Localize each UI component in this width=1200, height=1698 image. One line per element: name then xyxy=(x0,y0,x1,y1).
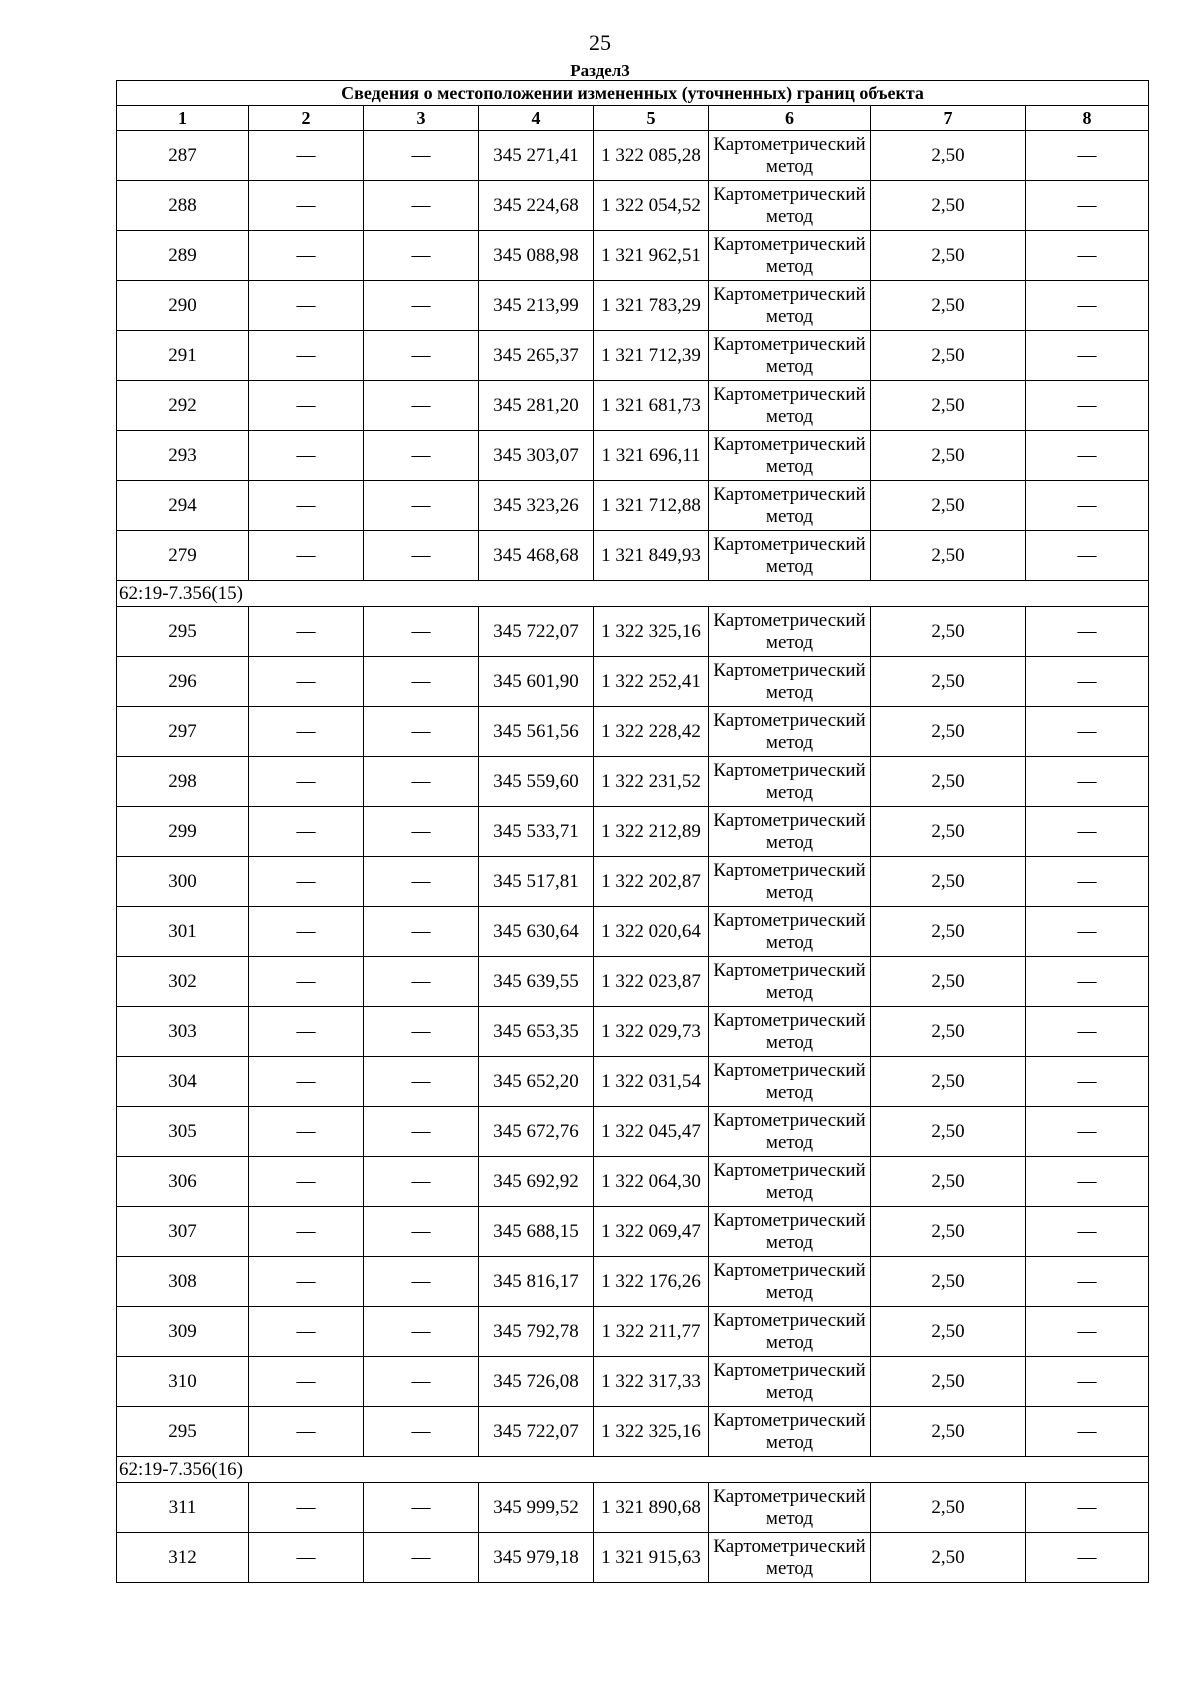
cell-col3: — xyxy=(364,431,479,481)
cell-col2: — xyxy=(249,531,364,581)
cell-col8: — xyxy=(1026,757,1149,807)
point-number: 308 xyxy=(117,1257,249,1307)
cell-col8: — xyxy=(1026,857,1149,907)
cell-col2: — xyxy=(249,131,364,181)
accuracy: 2,50 xyxy=(871,757,1026,807)
cell-col8: — xyxy=(1026,1307,1149,1357)
cell-col2: — xyxy=(249,331,364,381)
table-row xyxy=(117,957,1149,1007)
cell-col3: — xyxy=(364,657,479,707)
point-number: 290 xyxy=(117,281,249,331)
cell-col2: — xyxy=(249,757,364,807)
point-number: 306 xyxy=(117,1157,249,1207)
method: Картометрический метод xyxy=(709,231,871,281)
cell-col3: — xyxy=(364,607,479,657)
cell-col2: — xyxy=(249,281,364,331)
cell-col3: — xyxy=(364,707,479,757)
cell-col8: — xyxy=(1026,231,1149,281)
table-row xyxy=(117,331,1149,381)
coord-y: 1 321 783,29 xyxy=(594,281,709,331)
cell-col8: — xyxy=(1026,131,1149,181)
cell-col3: — xyxy=(364,757,479,807)
cell-col3: — xyxy=(364,381,479,431)
accuracy: 2,50 xyxy=(871,431,1026,481)
cell-col2: — xyxy=(249,231,364,281)
cell-col3: — xyxy=(364,481,479,531)
point-number: 287 xyxy=(117,131,249,181)
coord-y: 1 321 712,39 xyxy=(594,331,709,381)
parcel-group-label: 62:19-7.356(16) xyxy=(117,1457,1149,1483)
accuracy: 2,50 xyxy=(871,331,1026,381)
table-row xyxy=(117,1007,1149,1057)
coord-y: 1 321 681,73 xyxy=(594,381,709,431)
method: Картометрический метод xyxy=(709,857,871,907)
column-header: 6 xyxy=(709,106,871,131)
method: Картометрический метод xyxy=(709,1157,871,1207)
column-header: 7 xyxy=(871,106,1026,131)
point-number: 312 xyxy=(117,1533,249,1583)
method: Картометрический метод xyxy=(709,381,871,431)
accuracy: 2,50 xyxy=(871,957,1026,1007)
cell-col2: — xyxy=(249,957,364,1007)
column-header: 3 xyxy=(364,106,479,131)
method: Картометрический метод xyxy=(709,1207,871,1257)
accuracy: 2,50 xyxy=(871,1483,1026,1533)
cell-col2: — xyxy=(249,1307,364,1357)
table-body xyxy=(117,81,1149,1583)
table-title: Сведения о местоположении измененных (уточненных) границ объекта xyxy=(117,81,1149,106)
column-header-row xyxy=(117,106,1149,131)
cell-col2: — xyxy=(249,807,364,857)
coord-x: 345 561,56 xyxy=(479,707,594,757)
parcel-group-row xyxy=(117,1457,1149,1483)
coord-y: 1 322 085,28 xyxy=(594,131,709,181)
coord-x: 345 722,07 xyxy=(479,607,594,657)
coord-x: 345 323,26 xyxy=(479,481,594,531)
method: Картометрический метод xyxy=(709,1057,871,1107)
method: Картометрический метод xyxy=(709,331,871,381)
accuracy: 2,50 xyxy=(871,1157,1026,1207)
point-number: 304 xyxy=(117,1057,249,1107)
coord-y: 1 322 020,64 xyxy=(594,907,709,957)
accuracy: 2,50 xyxy=(871,1107,1026,1157)
table-row xyxy=(117,231,1149,281)
accuracy: 2,50 xyxy=(871,481,1026,531)
method: Картометрический метод xyxy=(709,757,871,807)
table-title-row xyxy=(117,81,1149,106)
table-row xyxy=(117,657,1149,707)
table-row xyxy=(117,907,1149,957)
accuracy: 2,50 xyxy=(871,1007,1026,1057)
accuracy: 2,50 xyxy=(871,381,1026,431)
cell-col2: — xyxy=(249,657,364,707)
cell-col8: — xyxy=(1026,1057,1149,1107)
coord-y: 1 322 231,52 xyxy=(594,757,709,807)
method: Картометрический метод xyxy=(709,1007,871,1057)
coord-y: 1 322 317,33 xyxy=(594,1357,709,1407)
cell-col2: — xyxy=(249,1533,364,1583)
coord-x: 345 653,35 xyxy=(479,1007,594,1057)
table-row xyxy=(117,857,1149,907)
cell-col2: — xyxy=(249,1157,364,1207)
boundary-table xyxy=(116,80,1149,1583)
point-number: 279 xyxy=(117,531,249,581)
cell-col8: — xyxy=(1026,1157,1149,1207)
method: Картометрический метод xyxy=(709,481,871,531)
cell-col2: — xyxy=(249,431,364,481)
coord-x: 345 722,07 xyxy=(479,1407,594,1457)
cell-col2: — xyxy=(249,707,364,757)
cell-col3: — xyxy=(364,1307,479,1357)
coord-y: 1 322 228,42 xyxy=(594,707,709,757)
cell-col2: — xyxy=(249,1107,364,1157)
table-row xyxy=(117,1407,1149,1457)
cell-col3: — xyxy=(364,1007,479,1057)
cell-col8: — xyxy=(1026,1107,1149,1157)
cell-col8: — xyxy=(1026,431,1149,481)
coord-y: 1 322 212,89 xyxy=(594,807,709,857)
method: Картометрический метод xyxy=(709,1357,871,1407)
accuracy: 2,50 xyxy=(871,707,1026,757)
coord-x: 345 517,81 xyxy=(479,857,594,907)
cell-col2: — xyxy=(249,1407,364,1457)
cell-col3: — xyxy=(364,1533,479,1583)
table-row xyxy=(117,1057,1149,1107)
cell-col8: — xyxy=(1026,1257,1149,1307)
coord-y: 1 321 849,93 xyxy=(594,531,709,581)
point-number: 309 xyxy=(117,1307,249,1357)
coord-y: 1 322 045,47 xyxy=(594,1107,709,1157)
coord-x: 345 792,78 xyxy=(479,1307,594,1357)
cell-col3: — xyxy=(364,1357,479,1407)
coord-y: 1 322 202,87 xyxy=(594,857,709,907)
accuracy: 2,50 xyxy=(871,1307,1026,1357)
coord-y: 1 322 252,41 xyxy=(594,657,709,707)
accuracy: 2,50 xyxy=(871,1057,1026,1107)
cell-col3: — xyxy=(364,281,479,331)
coord-x: 345 224,68 xyxy=(479,181,594,231)
coord-y: 1 321 962,51 xyxy=(594,231,709,281)
coord-x: 345 639,55 xyxy=(479,957,594,1007)
coord-x: 345 281,20 xyxy=(479,381,594,431)
table-row xyxy=(117,1257,1149,1307)
cell-col8: — xyxy=(1026,181,1149,231)
coord-x: 345 088,98 xyxy=(479,231,594,281)
coord-y: 1 322 029,73 xyxy=(594,1007,709,1057)
cell-col8: — xyxy=(1026,957,1149,1007)
coord-x: 345 688,15 xyxy=(479,1207,594,1257)
cell-col2: — xyxy=(249,907,364,957)
table-row xyxy=(117,431,1149,481)
cell-col8: — xyxy=(1026,1357,1149,1407)
cell-col3: — xyxy=(364,1483,479,1533)
coord-y: 1 322 064,30 xyxy=(594,1157,709,1207)
table-row xyxy=(117,481,1149,531)
cell-col3: — xyxy=(364,1207,479,1257)
table-row xyxy=(117,1207,1149,1257)
coord-y: 1 321 696,11 xyxy=(594,431,709,481)
page-number: 25 xyxy=(589,30,611,55)
cell-col3: — xyxy=(364,1107,479,1157)
method: Картометрический метод xyxy=(709,707,871,757)
point-number: 297 xyxy=(117,707,249,757)
table-row xyxy=(117,1107,1149,1157)
cell-col3: — xyxy=(364,1407,479,1457)
cell-col3: — xyxy=(364,957,479,1007)
cell-col2: — xyxy=(249,1057,364,1107)
section-label: Раздел3 xyxy=(570,61,630,80)
cell-col8: — xyxy=(1026,331,1149,381)
method: Картометрический метод xyxy=(709,657,871,707)
cell-col3: — xyxy=(364,181,479,231)
cell-col8: — xyxy=(1026,1207,1149,1257)
coord-x: 345 303,07 xyxy=(479,431,594,481)
coord-y: 1 321 890,68 xyxy=(594,1483,709,1533)
coord-x: 345 533,71 xyxy=(479,807,594,857)
cell-col8: — xyxy=(1026,1483,1149,1533)
method: Картометрический метод xyxy=(709,281,871,331)
cell-col3: — xyxy=(364,1057,479,1107)
accuracy: 2,50 xyxy=(871,131,1026,181)
coord-x: 345 726,08 xyxy=(479,1357,594,1407)
cell-col8: — xyxy=(1026,481,1149,531)
table-row xyxy=(117,131,1149,181)
method: Картометрический метод xyxy=(709,1533,871,1583)
table-row xyxy=(117,1533,1149,1583)
table-row xyxy=(117,1307,1149,1357)
column-header: 2 xyxy=(249,106,364,131)
method: Картометрический метод xyxy=(709,531,871,581)
method: Картометрический метод xyxy=(709,431,871,481)
table-row xyxy=(117,281,1149,331)
cell-col8: — xyxy=(1026,707,1149,757)
cell-col2: — xyxy=(249,381,364,431)
table-row xyxy=(117,181,1149,231)
cell-col8: — xyxy=(1026,607,1149,657)
method: Картометрический метод xyxy=(709,1307,871,1357)
cell-col3: — xyxy=(364,1157,479,1207)
accuracy: 2,50 xyxy=(871,181,1026,231)
accuracy: 2,50 xyxy=(871,857,1026,907)
point-number: 305 xyxy=(117,1107,249,1157)
accuracy: 2,50 xyxy=(871,531,1026,581)
method: Картометрический метод xyxy=(709,607,871,657)
accuracy: 2,50 xyxy=(871,1257,1026,1307)
coord-x: 345 559,60 xyxy=(479,757,594,807)
method: Картометрический метод xyxy=(709,1407,871,1457)
point-number: 298 xyxy=(117,757,249,807)
point-number: 302 xyxy=(117,957,249,1007)
coord-x: 345 999,52 xyxy=(479,1483,594,1533)
coord-x: 345 271,41 xyxy=(479,131,594,181)
cell-col3: — xyxy=(364,907,479,957)
coord-x: 345 692,92 xyxy=(479,1157,594,1207)
coord-x: 345 265,37 xyxy=(479,331,594,381)
method: Картометрический метод xyxy=(709,807,871,857)
cell-col2: — xyxy=(249,607,364,657)
cell-col3: — xyxy=(364,231,479,281)
point-number: 296 xyxy=(117,657,249,707)
accuracy: 2,50 xyxy=(871,1407,1026,1457)
cell-col2: — xyxy=(249,857,364,907)
table-row xyxy=(117,807,1149,857)
cell-col8: — xyxy=(1026,657,1149,707)
cell-col2: — xyxy=(249,1257,364,1307)
coord-x: 345 652,20 xyxy=(479,1057,594,1107)
point-number: 289 xyxy=(117,231,249,281)
table-row xyxy=(117,381,1149,431)
cell-col8: — xyxy=(1026,531,1149,581)
cell-col3: — xyxy=(364,531,479,581)
method: Картометрический метод xyxy=(709,181,871,231)
point-number: 303 xyxy=(117,1007,249,1057)
coord-y: 1 322 176,26 xyxy=(594,1257,709,1307)
accuracy: 2,50 xyxy=(871,1357,1026,1407)
cell-col3: — xyxy=(364,131,479,181)
accuracy: 2,50 xyxy=(871,657,1026,707)
point-number: 300 xyxy=(117,857,249,907)
method: Картометрический метод xyxy=(709,1483,871,1533)
point-number: 291 xyxy=(117,331,249,381)
point-number: 293 xyxy=(117,431,249,481)
table-row xyxy=(117,1357,1149,1407)
accuracy: 2,50 xyxy=(871,807,1026,857)
cell-col3: — xyxy=(364,331,479,381)
cell-col3: — xyxy=(364,1257,479,1307)
cell-col2: — xyxy=(249,481,364,531)
cell-col2: — xyxy=(249,181,364,231)
point-number: 294 xyxy=(117,481,249,531)
accuracy: 2,50 xyxy=(871,1533,1026,1583)
point-number: 295 xyxy=(117,607,249,657)
cell-col2: — xyxy=(249,1207,364,1257)
method: Картометрический метод xyxy=(709,1107,871,1157)
column-header: 5 xyxy=(594,106,709,131)
cell-col2: — xyxy=(249,1357,364,1407)
coord-x: 345 979,18 xyxy=(479,1533,594,1583)
point-number: 311 xyxy=(117,1483,249,1533)
coord-x: 345 213,99 xyxy=(479,281,594,331)
point-number: 307 xyxy=(117,1207,249,1257)
table-row xyxy=(117,1483,1149,1533)
cell-col8: — xyxy=(1026,1533,1149,1583)
cell-col8: — xyxy=(1026,1007,1149,1057)
cell-col8: — xyxy=(1026,1407,1149,1457)
method: Картометрический метод xyxy=(709,1257,871,1307)
method: Картометрический метод xyxy=(709,131,871,181)
table-row xyxy=(117,707,1149,757)
point-number: 295 xyxy=(117,1407,249,1457)
coord-x: 345 468,68 xyxy=(479,531,594,581)
parcel-group-label: 62:19-7.356(15) xyxy=(117,581,1149,607)
table-row xyxy=(117,757,1149,807)
method: Картометрический метод xyxy=(709,907,871,957)
coord-x: 345 816,17 xyxy=(479,1257,594,1307)
accuracy: 2,50 xyxy=(871,231,1026,281)
coord-x: 345 630,64 xyxy=(479,907,594,957)
column-header: 4 xyxy=(479,106,594,131)
point-number: 310 xyxy=(117,1357,249,1407)
column-header: 1 xyxy=(117,106,249,131)
point-number: 299 xyxy=(117,807,249,857)
column-header: 8 xyxy=(1026,106,1149,131)
coord-y: 1 322 325,16 xyxy=(594,607,709,657)
cell-col8: — xyxy=(1026,281,1149,331)
coord-x: 345 601,90 xyxy=(479,657,594,707)
coord-y: 1 322 023,87 xyxy=(594,957,709,1007)
coord-y: 1 322 325,16 xyxy=(594,1407,709,1457)
coord-x: 345 672,76 xyxy=(479,1107,594,1157)
accuracy: 2,50 xyxy=(871,907,1026,957)
cell-col3: — xyxy=(364,857,479,907)
accuracy: 2,50 xyxy=(871,1207,1026,1257)
point-number: 301 xyxy=(117,907,249,957)
accuracy: 2,50 xyxy=(871,281,1026,331)
table-row xyxy=(117,607,1149,657)
coord-y: 1 322 211,77 xyxy=(594,1307,709,1357)
cell-col2: — xyxy=(249,1483,364,1533)
coord-y: 1 322 069,47 xyxy=(594,1207,709,1257)
coord-y: 1 322 054,52 xyxy=(594,181,709,231)
cell-col8: — xyxy=(1026,381,1149,431)
coord-y: 1 321 915,63 xyxy=(594,1533,709,1583)
point-number: 292 xyxy=(117,381,249,431)
table-row xyxy=(117,1157,1149,1207)
cell-col8: — xyxy=(1026,907,1149,957)
cell-col2: — xyxy=(249,1007,364,1057)
cell-col3: — xyxy=(364,807,479,857)
cell-col8: — xyxy=(1026,807,1149,857)
coord-y: 1 322 031,54 xyxy=(594,1057,709,1107)
method: Картометрический метод xyxy=(709,957,871,1007)
coord-y: 1 321 712,88 xyxy=(594,481,709,531)
parcel-group-row xyxy=(117,581,1149,607)
point-number: 288 xyxy=(117,181,249,231)
table-row xyxy=(117,531,1149,581)
accuracy: 2,50 xyxy=(871,607,1026,657)
